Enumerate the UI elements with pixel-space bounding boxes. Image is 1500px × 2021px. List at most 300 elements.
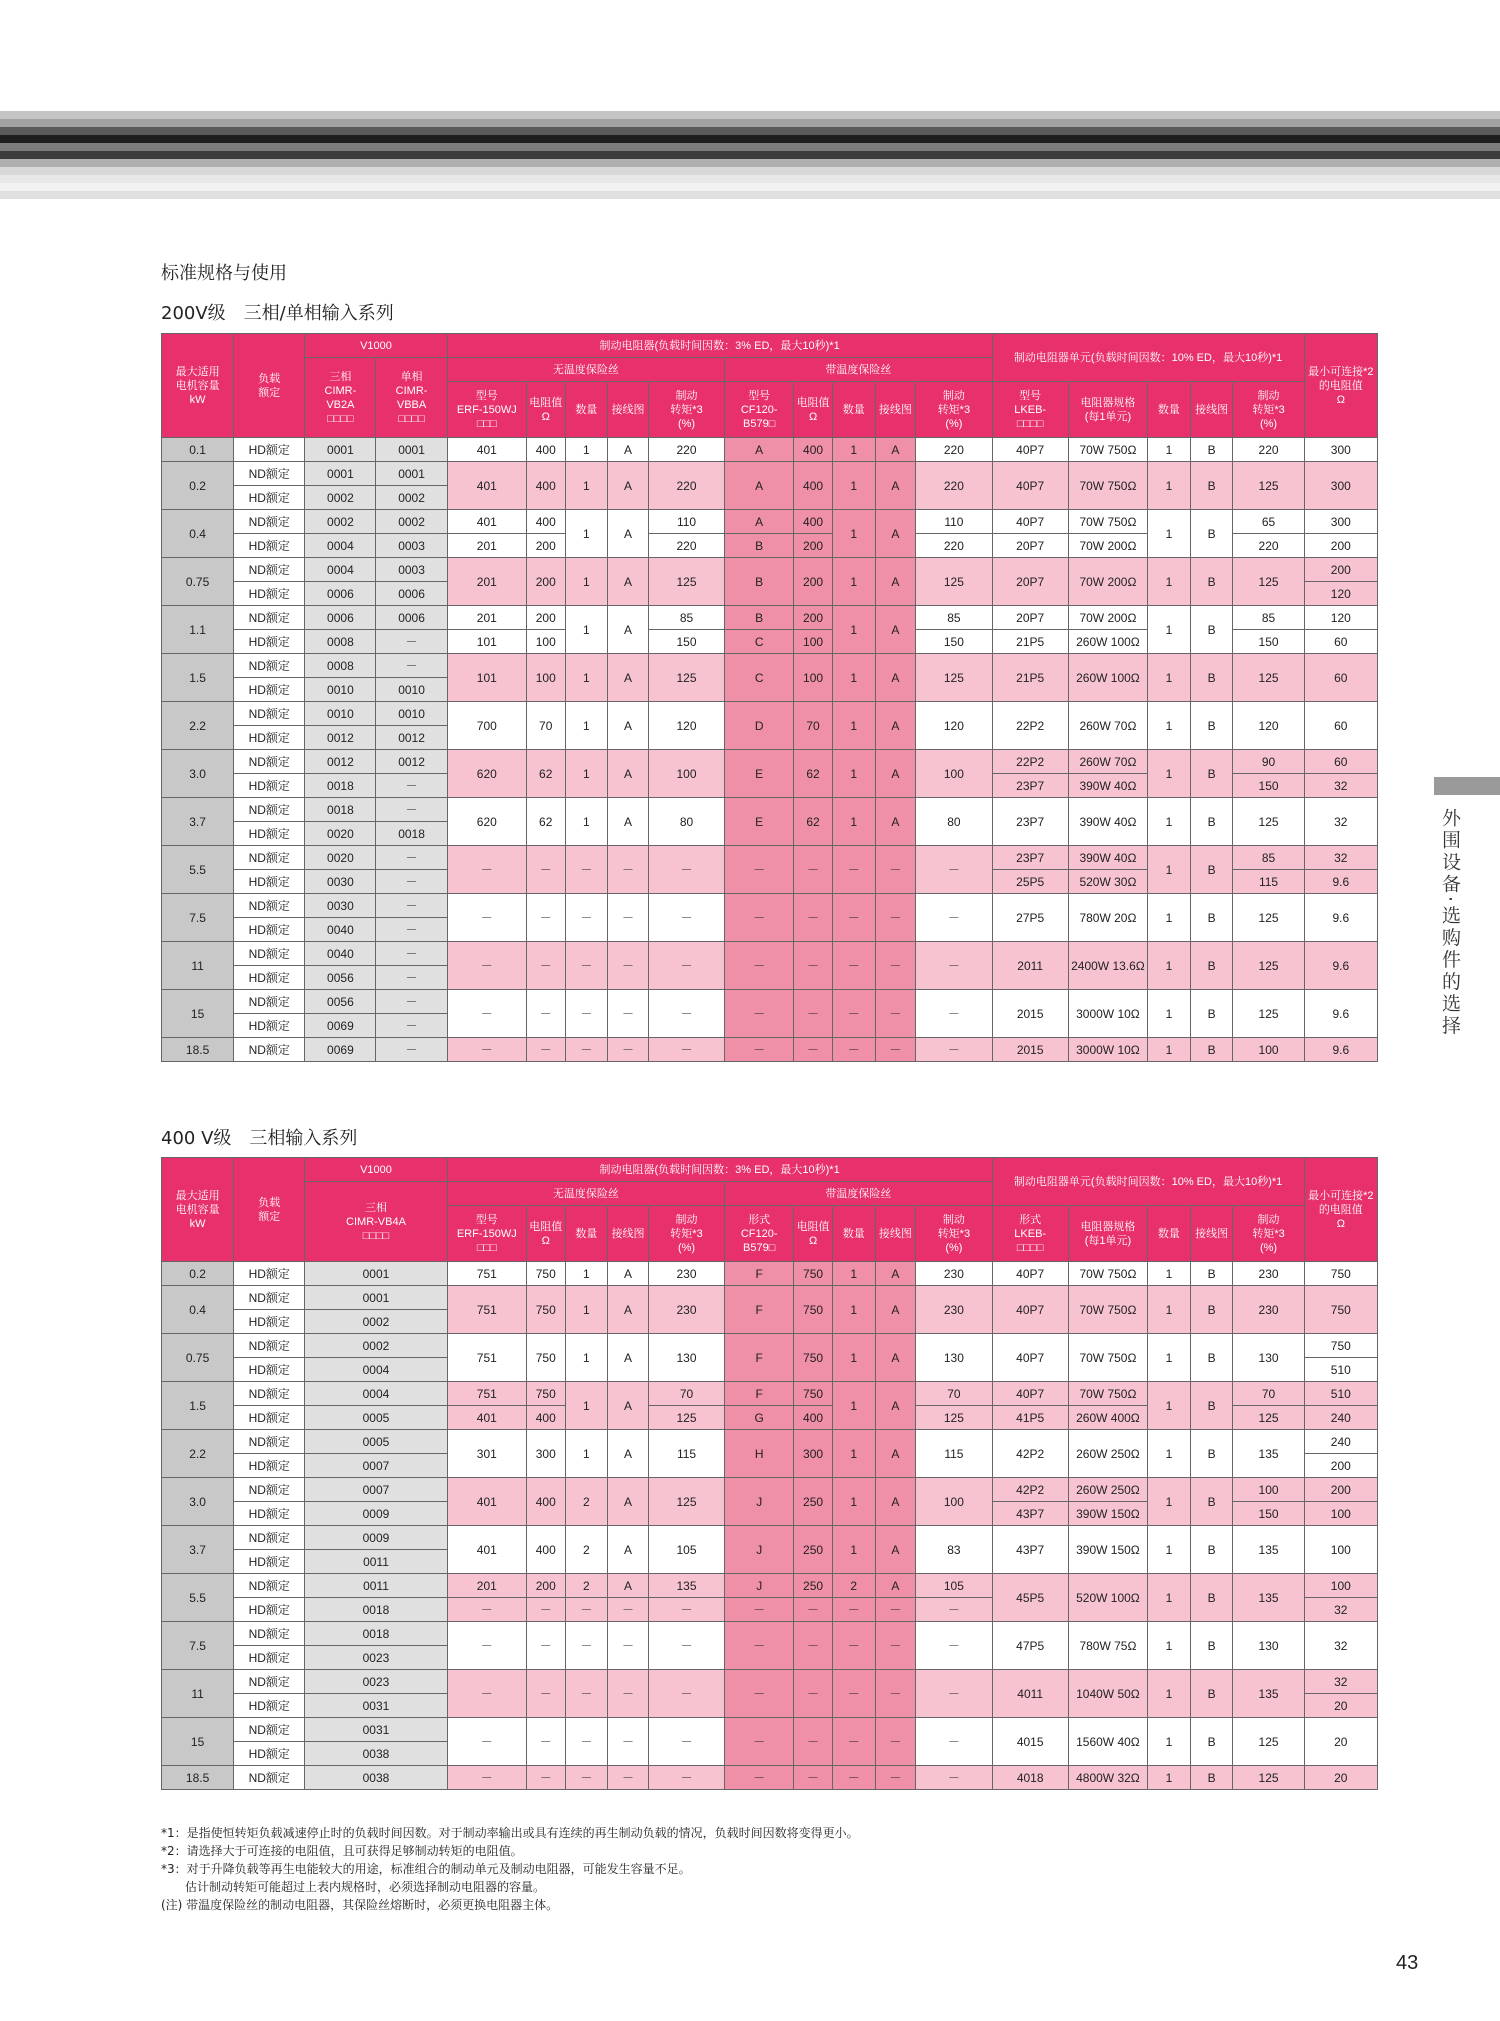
- data-cell: －: [608, 1670, 649, 1718]
- data-cell: －: [648, 846, 724, 894]
- table-row: [162, 942, 1378, 966]
- data-cell: 1: [832, 1478, 875, 1526]
- data-cell: 40P7: [992, 1382, 1068, 1406]
- kw-cell: 15: [162, 1718, 234, 1766]
- data-cell: A: [725, 438, 794, 462]
- data-cell: 110: [648, 510, 724, 534]
- data-cell: J: [725, 1526, 794, 1574]
- data-cell: 125: [648, 1406, 724, 1430]
- data-cell: 750: [1304, 1262, 1377, 1286]
- col-header-erf-model: 型号 ERF-150WJ □□□: [447, 1206, 526, 1262]
- data-cell: －: [832, 1622, 875, 1670]
- table-row: [162, 558, 1378, 582]
- data-cell: 100: [526, 654, 565, 702]
- data-cell: 100: [648, 750, 724, 798]
- data-cell: 125: [1233, 654, 1304, 702]
- data-cell: 1: [565, 438, 608, 462]
- data-cell: 70W 750Ω: [1068, 1262, 1147, 1286]
- col-header-qty: 数量: [565, 382, 608, 438]
- data-cell: －: [725, 1670, 794, 1718]
- data-cell: A: [875, 1286, 916, 1334]
- data-cell: H: [725, 1430, 794, 1478]
- table-row: [162, 1430, 1378, 1454]
- model-cell: 0038: [305, 1742, 447, 1766]
- stripe: [0, 159, 1500, 167]
- footnote-4: 估计制动转矩可能超过上表内规格时，必须选择制动电阻器的容量。: [161, 1880, 546, 1894]
- kw-cell: 3.0: [162, 750, 234, 798]
- load-rating-cell: ND额定: [234, 1430, 305, 1454]
- model-cell: 0010: [305, 678, 376, 702]
- table-row: [162, 1574, 1378, 1598]
- data-cell: 1: [565, 1382, 608, 1430]
- data-cell: 125: [916, 558, 992, 606]
- data-cell: 83: [916, 1526, 992, 1574]
- data-cell: 70W 200Ω: [1068, 606, 1147, 630]
- data-cell: B: [1190, 750, 1233, 798]
- data-cell: －: [526, 1622, 565, 1670]
- data-cell: 1: [832, 1262, 875, 1286]
- data-cell: 1: [1148, 1038, 1191, 1062]
- data-cell: 1: [565, 1286, 608, 1334]
- model-cell: 0006: [305, 582, 376, 606]
- data-cell: 230: [648, 1262, 724, 1286]
- data-cell: 100: [526, 630, 565, 654]
- data-cell: 120: [1304, 582, 1377, 606]
- data-cell: 700: [447, 702, 526, 750]
- data-cell: －: [794, 1038, 833, 1062]
- load-rating-cell: ND额定: [234, 1526, 305, 1550]
- data-cell: －: [875, 990, 916, 1038]
- data-cell: 40P7: [992, 1262, 1068, 1286]
- kw-cell: 1.5: [162, 1382, 234, 1430]
- data-cell: －: [565, 1598, 608, 1622]
- data-cell: 125: [916, 654, 992, 702]
- kw-cell: 11: [162, 942, 234, 990]
- data-cell: 1: [1148, 438, 1191, 462]
- data-cell: 750: [526, 1334, 565, 1382]
- col-header-with-fuse: 带温度保险丝: [725, 1182, 992, 1206]
- data-cell: A: [875, 750, 916, 798]
- data-cell: －: [648, 942, 724, 990]
- data-cell: 1: [1148, 1262, 1191, 1286]
- data-cell: A: [608, 1382, 649, 1430]
- data-cell: 20: [1304, 1766, 1377, 1790]
- model-cell: －: [376, 846, 447, 870]
- data-cell: A: [608, 1286, 649, 1334]
- data-cell: A: [875, 1334, 916, 1382]
- data-cell: F: [725, 1286, 794, 1334]
- data-cell: 150: [1233, 630, 1304, 654]
- col-header-qty: 数量: [832, 1206, 875, 1262]
- data-cell: 85: [1233, 606, 1304, 630]
- model-cell: －: [376, 774, 447, 798]
- model-cell: －: [376, 894, 447, 918]
- data-cell: －: [447, 990, 526, 1038]
- load-rating-cell: ND额定: [234, 1670, 305, 1694]
- data-cell: －: [725, 1766, 794, 1790]
- data-cell: －: [565, 846, 608, 894]
- model-cell: －: [376, 1038, 447, 1062]
- data-cell: G: [725, 1406, 794, 1430]
- model-cell: 0002: [305, 510, 376, 534]
- col-header-kw: 最大适用 电机容量 kW: [162, 1158, 234, 1262]
- data-cell: －: [875, 1622, 916, 1670]
- data-cell: 9.6: [1304, 870, 1377, 894]
- kw-cell: 18.5: [162, 1038, 234, 1062]
- kw-cell: 1.5: [162, 654, 234, 702]
- data-cell: 90: [1233, 750, 1304, 774]
- load-rating-cell: ND额定: [234, 558, 305, 582]
- table-row: [162, 1262, 1378, 1286]
- col-header-qty: 数量: [565, 1206, 608, 1262]
- data-cell: 260W 250Ω: [1068, 1478, 1147, 1502]
- load-rating-cell: ND额定: [234, 462, 305, 486]
- data-cell: 60: [1304, 630, 1377, 654]
- data-cell: －: [447, 894, 526, 942]
- data-cell: 400: [526, 1406, 565, 1430]
- data-cell: 220: [1233, 438, 1304, 462]
- data-cell: －: [725, 1038, 794, 1062]
- data-cell: A: [875, 510, 916, 558]
- data-cell: B: [725, 534, 794, 558]
- kw-cell: 1.1: [162, 606, 234, 654]
- data-cell: －: [916, 1598, 992, 1622]
- data-cell: 750: [1304, 1286, 1377, 1334]
- data-cell: 42P2: [992, 1430, 1068, 1478]
- footnote-2: *2：请选择大于可连接的电阻值，且可获得足够制动转矩的电阻值。: [161, 1844, 523, 1858]
- data-cell: －: [648, 990, 724, 1038]
- data-cell: －: [447, 846, 526, 894]
- load-rating-cell: HD额定: [234, 630, 305, 654]
- data-cell: F: [725, 1262, 794, 1286]
- data-cell: 9.6: [1304, 894, 1377, 942]
- data-cell: 510: [1304, 1358, 1377, 1382]
- data-cell: 1: [565, 462, 608, 510]
- col-header-kw: 最大适用 电机容量 kW: [162, 334, 234, 438]
- data-cell: －: [794, 1598, 833, 1622]
- data-cell: －: [608, 1038, 649, 1062]
- model-cell: 0010: [305, 702, 376, 726]
- col-header-no-fuse: 无温度保险丝: [447, 358, 724, 382]
- data-cell: A: [608, 1334, 649, 1382]
- model-cell: 0008: [305, 630, 376, 654]
- data-cell: 101: [447, 654, 526, 702]
- data-cell: 200: [526, 1574, 565, 1598]
- data-cell: A: [875, 558, 916, 606]
- load-rating-cell: ND额定: [234, 1718, 305, 1742]
- data-cell: 120: [1233, 702, 1304, 750]
- data-cell: －: [648, 1766, 724, 1790]
- data-cell: A: [608, 798, 649, 846]
- col-header-wiring: 接线图: [608, 382, 649, 438]
- data-cell: 42P2: [992, 1478, 1068, 1502]
- model-cell: 0004: [305, 1382, 447, 1406]
- data-cell: A: [608, 1262, 649, 1286]
- model-cell: －: [376, 870, 447, 894]
- data-cell: 65: [1233, 510, 1304, 534]
- data-cell: 200: [794, 558, 833, 606]
- col-header-model-1ph: 单相 CIMR- VBBA □□□□: [376, 358, 447, 438]
- col-header-model-3ph: 三相 CIMR-VB4A □□□□: [305, 1182, 447, 1262]
- data-cell: 1: [1148, 1526, 1191, 1574]
- data-cell: 1: [832, 654, 875, 702]
- data-cell: 220: [916, 438, 992, 462]
- table-row: [162, 1718, 1378, 1742]
- data-cell: 1: [832, 1382, 875, 1430]
- data-cell: B: [1190, 1526, 1233, 1574]
- model-cell: 0003: [376, 558, 447, 582]
- data-cell: 750: [1304, 1334, 1377, 1358]
- data-cell: 40P7: [992, 438, 1068, 462]
- data-cell: 43P7: [992, 1526, 1068, 1574]
- load-rating-cell: ND额定: [234, 990, 305, 1014]
- data-cell: 780W 75Ω: [1068, 1622, 1147, 1670]
- col-header-min-resistance: 最小可连接*2 的电阻值 Ω: [1304, 334, 1377, 438]
- data-cell: 220: [1233, 534, 1304, 558]
- data-cell: A: [608, 1430, 649, 1478]
- data-cell: A: [875, 654, 916, 702]
- model-cell: 0040: [305, 942, 376, 966]
- data-cell: 4800W 32Ω: [1068, 1766, 1147, 1790]
- data-cell: 70W 750Ω: [1068, 438, 1147, 462]
- model-cell: 0002: [305, 1334, 447, 1358]
- kw-cell: 0.4: [162, 510, 234, 558]
- data-cell: F: [725, 1382, 794, 1406]
- model-cell: 0011: [305, 1574, 447, 1598]
- col-header-wiring: 接线图: [608, 1206, 649, 1262]
- data-cell: B: [1190, 1670, 1233, 1718]
- data-cell: 85: [1233, 846, 1304, 870]
- stripe: [0, 167, 1500, 175]
- load-rating-cell: HD额定: [234, 534, 305, 558]
- data-cell: 1: [1148, 894, 1191, 942]
- table-200v-title: 200V级 三相/单相输入系列: [161, 303, 394, 324]
- data-cell: 120: [1304, 606, 1377, 630]
- data-cell: B: [1190, 990, 1233, 1038]
- kw-cell: 0.2: [162, 1262, 234, 1286]
- data-cell: －: [832, 1598, 875, 1622]
- model-cell: 0020: [305, 846, 376, 870]
- data-cell: 260W 400Ω: [1068, 1406, 1147, 1430]
- data-cell: B: [1190, 894, 1233, 942]
- col-header-wiring: 接线图: [1190, 382, 1233, 438]
- data-cell: 1: [1148, 798, 1191, 846]
- data-cell: 390W 40Ω: [1068, 846, 1147, 870]
- data-cell: 125: [916, 1406, 992, 1430]
- col-header-wiring: 接线图: [1190, 1206, 1233, 1262]
- col-header-resistance: 电阻值 Ω: [526, 1206, 565, 1262]
- data-cell: 260W 70Ω: [1068, 702, 1147, 750]
- data-cell: 400: [794, 510, 833, 534]
- load-rating-cell: HD额定: [234, 1310, 305, 1334]
- data-cell: 135: [648, 1574, 724, 1598]
- kw-cell: 3.7: [162, 798, 234, 846]
- data-cell: －: [526, 1718, 565, 1766]
- data-cell: C: [725, 630, 794, 654]
- data-cell: 1: [832, 1334, 875, 1382]
- model-cell: 0012: [376, 750, 447, 774]
- model-cell: 0018: [305, 798, 376, 822]
- data-cell: 105: [916, 1574, 992, 1598]
- model-cell: －: [376, 966, 447, 990]
- col-header-qty: 数量: [1148, 1206, 1191, 1262]
- data-cell: A: [608, 558, 649, 606]
- table-row: [162, 462, 1378, 486]
- model-cell: 0012: [376, 726, 447, 750]
- data-cell: 32: [1304, 1622, 1377, 1670]
- data-cell: 1: [832, 1430, 875, 1478]
- data-cell: 1: [565, 1262, 608, 1286]
- model-cell: 0030: [305, 870, 376, 894]
- data-cell: 70W 750Ω: [1068, 1334, 1147, 1382]
- col-header-resistor-spec: 电阻器规格 (每1单元): [1068, 1206, 1147, 1262]
- data-cell: 200: [526, 558, 565, 606]
- data-cell: 750: [794, 1334, 833, 1382]
- load-rating-cell: HD额定: [234, 438, 305, 462]
- data-cell: B: [1190, 798, 1233, 846]
- data-cell: －: [875, 894, 916, 942]
- data-cell: B: [1190, 510, 1233, 558]
- data-cell: 60: [1304, 750, 1377, 774]
- data-cell: 21P5: [992, 630, 1068, 654]
- data-cell: A: [875, 462, 916, 510]
- data-cell: 260W 250Ω: [1068, 1430, 1147, 1478]
- data-cell: －: [916, 1718, 992, 1766]
- data-cell: 32: [1304, 846, 1377, 870]
- data-cell: 2400W 13.6Ω: [1068, 942, 1147, 990]
- data-cell: 40P7: [992, 1334, 1068, 1382]
- data-cell: 100: [794, 630, 833, 654]
- model-cell: 0007: [305, 1478, 447, 1502]
- table-400v-title: 400 V级 三相输入系列: [161, 1128, 358, 1149]
- model-cell: 0023: [305, 1670, 447, 1694]
- data-cell: 390W 150Ω: [1068, 1526, 1147, 1574]
- data-cell: A: [608, 702, 649, 750]
- model-cell: 0006: [376, 606, 447, 630]
- section-title: 标准规格与使用: [161, 263, 287, 284]
- table-400v: [161, 1157, 1378, 1790]
- footnote-3: *3：对于升降负载等再生电能较大的用途，标准组合的制动单元及制动电阻器，可能发生容量不足。: [161, 1862, 691, 1876]
- table-row: [162, 1622, 1378, 1646]
- data-cell: 100: [1304, 1574, 1377, 1598]
- data-cell: －: [794, 942, 833, 990]
- data-cell: －: [565, 942, 608, 990]
- data-cell: 80: [648, 798, 724, 846]
- data-cell: 1: [1148, 1766, 1191, 1790]
- data-cell: 230: [916, 1262, 992, 1286]
- data-cell: J: [725, 1478, 794, 1526]
- data-cell: 300: [1304, 438, 1377, 462]
- data-cell: 125: [1233, 1718, 1304, 1766]
- load-rating-cell: HD额定: [234, 1454, 305, 1478]
- data-cell: 520W 100Ω: [1068, 1574, 1147, 1622]
- load-rating-cell: ND额定: [234, 1766, 305, 1790]
- data-cell: 230: [648, 1286, 724, 1334]
- data-cell: 1: [1148, 702, 1191, 750]
- model-cell: 0002: [376, 510, 447, 534]
- data-cell: 70W 200Ω: [1068, 534, 1147, 558]
- load-rating-cell: HD额定: [234, 774, 305, 798]
- data-cell: B: [1190, 1038, 1233, 1062]
- col-header-resistor-spec: 电阻器规格 (每1单元): [1068, 382, 1147, 438]
- data-cell: 70: [916, 1382, 992, 1406]
- kw-cell: 2.2: [162, 1430, 234, 1478]
- kw-cell: 3.7: [162, 1526, 234, 1574]
- data-cell: 150: [1233, 1502, 1304, 1526]
- data-cell: 1: [1148, 1622, 1191, 1670]
- data-cell: 70: [526, 702, 565, 750]
- data-cell: 1: [832, 702, 875, 750]
- data-cell: A: [875, 1382, 916, 1430]
- data-cell: A: [875, 1262, 916, 1286]
- model-cell: 0012: [305, 726, 376, 750]
- data-cell: －: [447, 1038, 526, 1062]
- data-cell: 390W 40Ω: [1068, 798, 1147, 846]
- data-cell: －: [875, 942, 916, 990]
- table-row: [162, 702, 1378, 726]
- load-rating-cell: HD额定: [234, 1742, 305, 1766]
- model-cell: 0001: [305, 462, 376, 486]
- col-header-resistor: 制动电阻器(负载时间因数：3% ED，最大10秒)*1: [447, 334, 992, 358]
- model-cell: 0001: [376, 462, 447, 486]
- data-cell: －: [608, 1598, 649, 1622]
- data-cell: －: [447, 1766, 526, 1790]
- data-cell: 1: [832, 606, 875, 654]
- data-cell: 1: [565, 558, 608, 606]
- data-cell: 250: [794, 1526, 833, 1574]
- data-cell: －: [648, 1718, 724, 1766]
- load-rating-cell: HD额定: [234, 822, 305, 846]
- data-cell: 1: [1148, 1286, 1191, 1334]
- data-cell: 100: [1233, 1478, 1304, 1502]
- data-cell: 70: [648, 1382, 724, 1406]
- col-header-qty: 数量: [832, 382, 875, 438]
- data-cell: B: [1190, 1286, 1233, 1334]
- data-cell: 22P2: [992, 750, 1068, 774]
- data-cell: 400: [526, 438, 565, 462]
- model-cell: 0001: [305, 438, 376, 462]
- sidebar-tab: [1434, 777, 1500, 795]
- data-cell: －: [832, 942, 875, 990]
- data-cell: A: [875, 702, 916, 750]
- data-cell: E: [725, 798, 794, 846]
- data-cell: 70: [1233, 1382, 1304, 1406]
- data-cell: A: [875, 1526, 916, 1574]
- data-cell: －: [648, 1598, 724, 1622]
- data-cell: 40P7: [992, 510, 1068, 534]
- data-cell: B: [725, 558, 794, 606]
- load-rating-cell: HD额定: [234, 1694, 305, 1718]
- data-cell: －: [725, 1622, 794, 1670]
- data-cell: 120: [648, 702, 724, 750]
- kw-cell: 0.75: [162, 558, 234, 606]
- model-cell: 0040: [305, 918, 376, 942]
- data-cell: A: [608, 1526, 649, 1574]
- model-cell: 0020: [305, 822, 376, 846]
- model-cell: 0018: [305, 1598, 447, 1622]
- model-cell: 0001: [305, 1262, 447, 1286]
- data-cell: 1: [832, 462, 875, 510]
- data-cell: 3000W 10Ω: [1068, 1038, 1147, 1062]
- table-row: [162, 1766, 1378, 1790]
- stripe: [0, 135, 1500, 143]
- data-cell: 751: [447, 1382, 526, 1406]
- data-cell: 201: [447, 606, 526, 630]
- data-cell: 23P7: [992, 798, 1068, 846]
- model-cell: 0012: [305, 750, 376, 774]
- data-cell: 150: [1233, 774, 1304, 798]
- data-cell: 1: [565, 606, 608, 654]
